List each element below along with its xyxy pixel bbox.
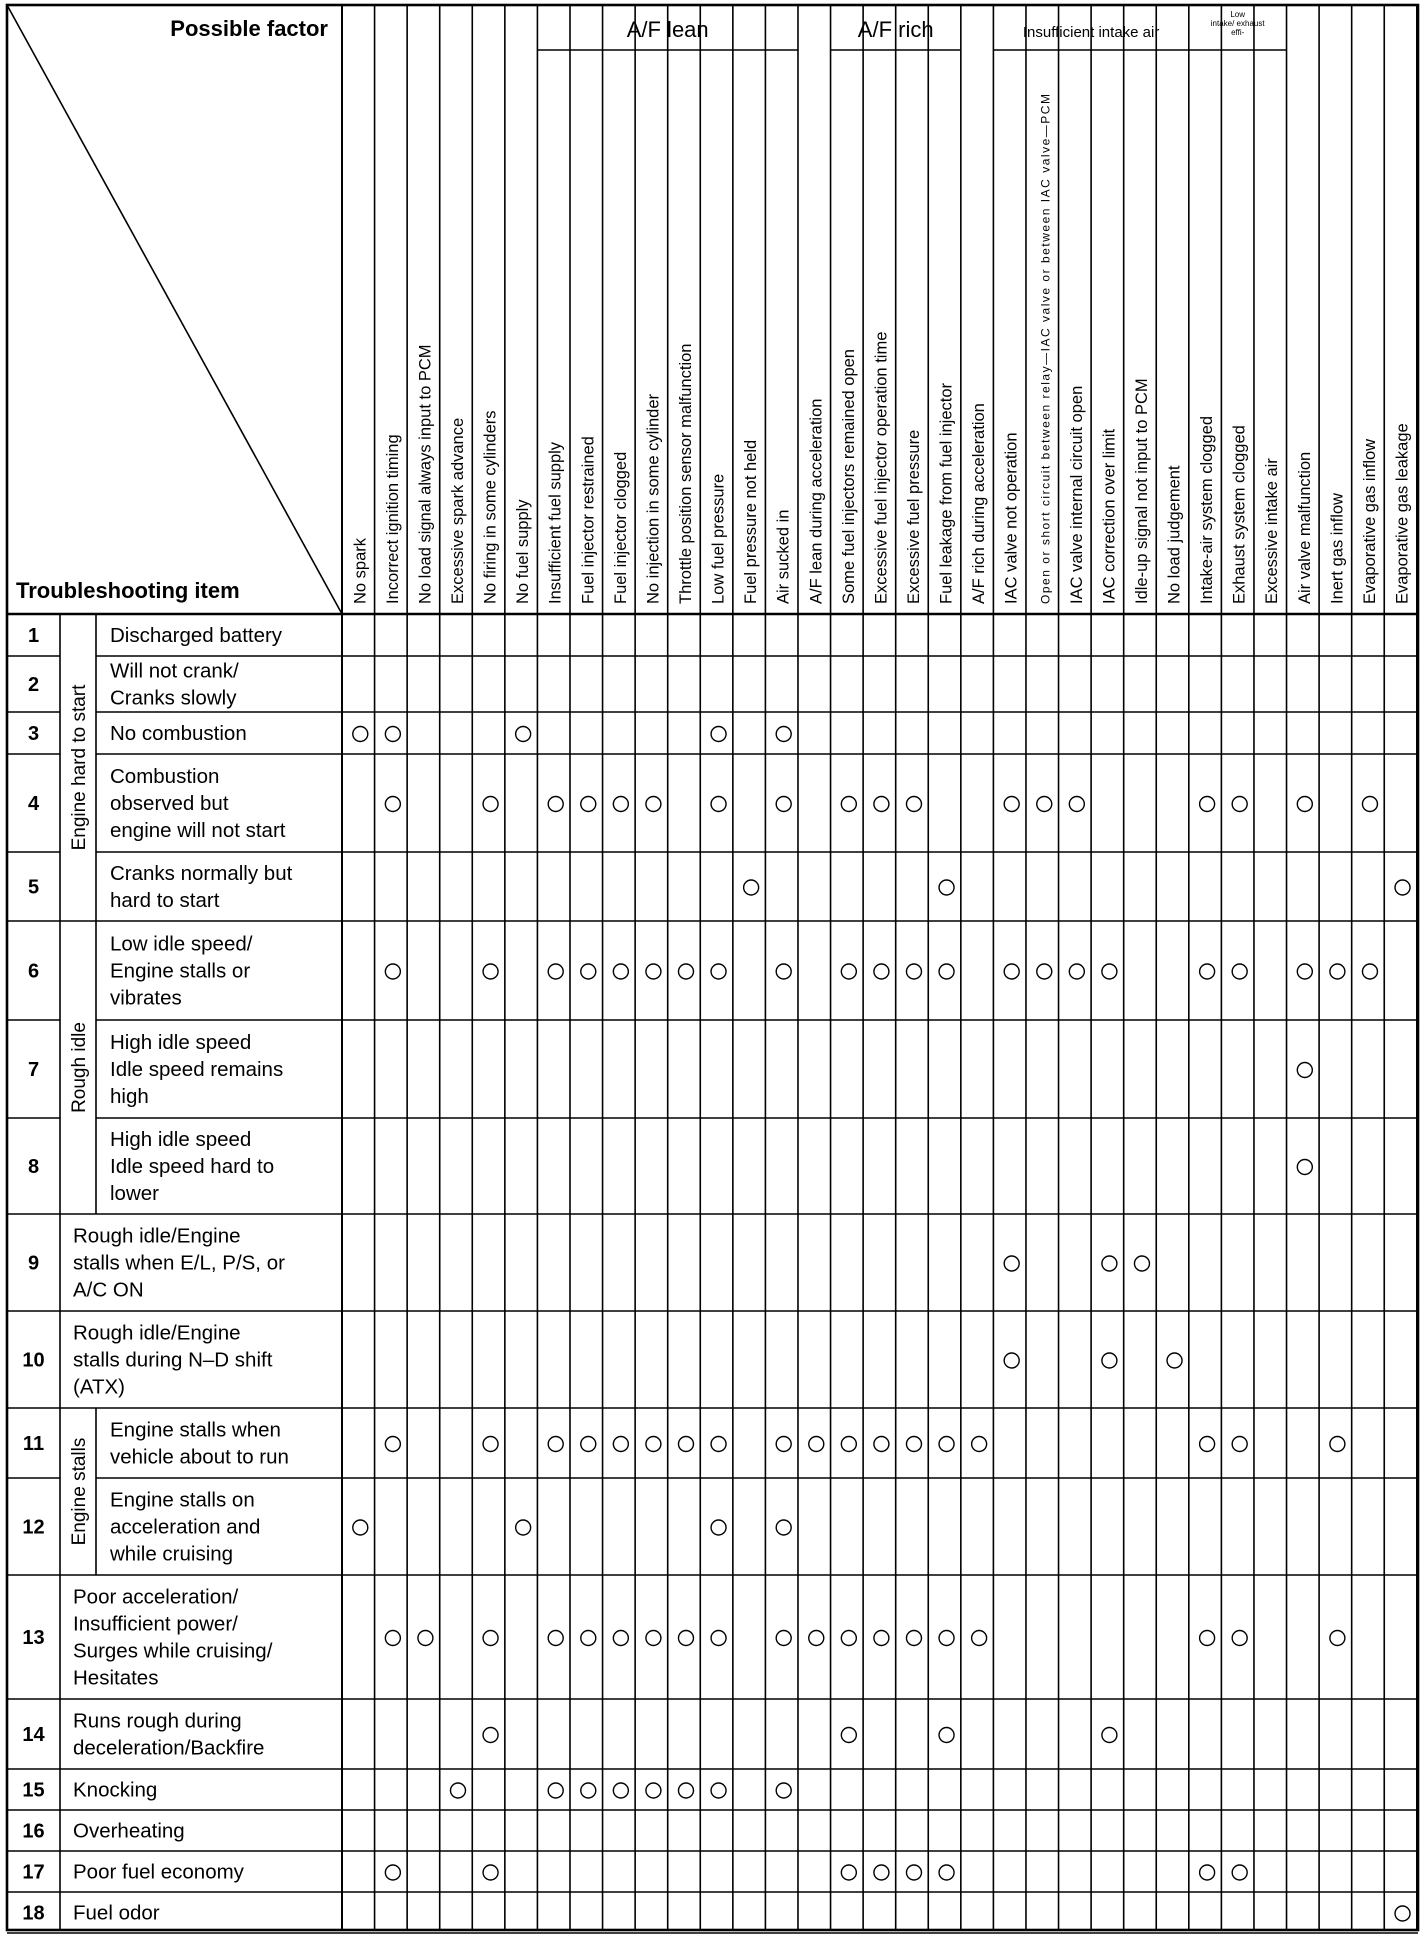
factor-mark [385, 1437, 400, 1452]
factor-mark [776, 964, 791, 979]
factor-mark [385, 964, 400, 979]
factor-mark [1200, 964, 1215, 979]
troubleshooting-item-text: (ATX) [73, 1375, 126, 1399]
row-number: 18 [22, 1902, 45, 1925]
factor-label-9: Fuel injector clogged [611, 451, 630, 604]
factor-mark [516, 727, 531, 742]
troubleshooting-item-text: Overheating [73, 1819, 185, 1843]
troubleshooting-item-text: Rough idle/Engine [73, 1321, 241, 1345]
troubleshooting-item-text: Engine stalls or [110, 959, 251, 983]
factor-label-1: No spark [351, 537, 370, 604]
category-label-engine-stalls: Engine stalls [69, 1437, 90, 1546]
factor-mark [874, 964, 889, 979]
factor-mark [1200, 1865, 1215, 1880]
troubleshooting-item-text: No combustion [110, 722, 247, 745]
factor-mark [809, 1631, 824, 1646]
troubleshooting-item-text: Idle speed remains [110, 1058, 284, 1081]
factor-mark [939, 1865, 954, 1880]
factor-mark [548, 1783, 563, 1798]
factor-mark [841, 1631, 856, 1646]
factor-label-27: Intake-air system clogged [1198, 415, 1217, 604]
factor-mark [1232, 964, 1247, 979]
factor-mark [1297, 964, 1312, 979]
troubleshooting-item-text: while cruising [110, 1542, 234, 1566]
factor-mark [1362, 964, 1377, 979]
row-number: 7 [27, 1059, 40, 1081]
troubleshooting-item-text: deceleration/Backfire [73, 1736, 265, 1760]
troubleshooting-item-text: Low idle speed/ [110, 932, 253, 956]
troubleshooting-item-text: Engine stalls on [110, 1488, 255, 1512]
factor-mark [1102, 964, 1117, 979]
row-number: 10 [22, 1349, 45, 1372]
troubleshooting-item-text: Cranks normally but [110, 862, 293, 885]
factor-mark [776, 1783, 791, 1798]
factor-mark [874, 1631, 889, 1646]
factor-label-13: Fuel pressure not held [742, 439, 761, 604]
category-label-rough-idle: Rough idle [69, 1022, 90, 1113]
factor-mark [581, 1631, 596, 1646]
factor-label-25: Idle-up signal not input to PCM [1132, 378, 1151, 604]
factor-mark [1330, 1631, 1345, 1646]
troubleshooting-item-text: High idle speed [110, 1128, 252, 1151]
factor-label-6: No fuel supply [514, 499, 533, 604]
factor-mark [711, 964, 726, 979]
row-number: 5 [27, 876, 40, 899]
factor-mark [613, 1437, 628, 1452]
factor-mark [353, 1520, 368, 1535]
factor-label-21: IAC valve not operation [1002, 432, 1021, 604]
factor-mark [385, 727, 400, 742]
factor-label-16: Some fuel injectors remained open [839, 349, 858, 604]
factor-mark [939, 1728, 954, 1743]
factor-mark [1004, 1353, 1019, 1368]
row-number: 11 [22, 1433, 45, 1455]
troubleshooting-item-text: High idle speed [110, 1031, 252, 1054]
factor-mark [1004, 1256, 1019, 1271]
factor-mark [548, 797, 563, 812]
factor-mark [646, 964, 661, 979]
factor-mark [1395, 880, 1410, 895]
factor-mark [939, 964, 954, 979]
factor-mark [418, 1631, 433, 1646]
factor-mark [646, 797, 661, 812]
factor-mark [483, 1865, 498, 1880]
factor-mark [1200, 797, 1215, 812]
factor-mark [1200, 1631, 1215, 1646]
factor-mark [841, 797, 856, 812]
factor-mark [1232, 1437, 1247, 1452]
factor-mark [906, 1631, 921, 1646]
factor-label-24: IAC correction over limit [1100, 428, 1119, 604]
troubleshooting-item-text: stalls when E/L, P/S, or [73, 1251, 285, 1275]
row-number: 1 [27, 625, 40, 647]
row-number: 3 [27, 723, 40, 745]
group-header-a-f-lean: A/F lean [626, 17, 709, 42]
factor-label-17: Excessive fuel injector operation time [872, 331, 891, 604]
factor-mark [1069, 797, 1084, 812]
factor-mark [711, 1631, 726, 1646]
troubleshooting-item-text: Knocking [73, 1778, 158, 1802]
factor-mark [906, 1865, 921, 1880]
factor-mark [711, 797, 726, 812]
factor-mark [678, 964, 693, 979]
factor-mark [1037, 797, 1052, 812]
factor-mark [613, 797, 628, 812]
factor-mark [581, 964, 596, 979]
factor-mark [776, 1520, 791, 1535]
factor-label-32: Evaporative gas inflow [1360, 438, 1379, 604]
troubleshooting-item-text: engine will not start [110, 819, 286, 842]
factor-mark [906, 964, 921, 979]
factor-mark [548, 1631, 563, 1646]
factor-mark [939, 880, 954, 895]
group-header-insufficient-intake-air: Insufficient intake air [1022, 24, 1160, 41]
factor-mark [776, 797, 791, 812]
factor-label-12: Low fuel pressure [709, 473, 728, 604]
factor-mark [483, 964, 498, 979]
row-number: 14 [22, 1724, 45, 1746]
row-number: 2 [27, 674, 40, 696]
factor-mark [548, 1437, 563, 1452]
factor-label-4: Excessive spark advance [448, 417, 467, 604]
troubleshooting-item-text: Insufficient power/ [73, 1612, 238, 1636]
factor-mark [711, 1520, 726, 1535]
factor-mark [1167, 1353, 1182, 1368]
factor-mark [711, 1783, 726, 1798]
troubleshooting-item-text: lower [110, 1182, 159, 1205]
factor-label-26: No load judgement [1165, 465, 1184, 604]
factor-mark [841, 1865, 856, 1880]
troubleshooting-item-text: Will not crank/ [110, 659, 239, 683]
troubleshooting-item-text: Idle speed hard to [110, 1155, 275, 1178]
factor-mark [483, 1728, 498, 1743]
factor-label-31: Inert gas inflow [1328, 493, 1347, 604]
troubleshooting-item-text: acceleration and [110, 1515, 261, 1539]
troubleshooting-item-text: Discharged battery [110, 624, 283, 647]
row-number: 12 [22, 1516, 45, 1539]
factor-mark [1330, 964, 1345, 979]
factor-mark [450, 1783, 465, 1798]
factor-mark [385, 1631, 400, 1646]
factor-mark [711, 727, 726, 742]
factor-mark [1004, 797, 1019, 812]
factor-mark [1330, 1437, 1345, 1452]
factor-mark [613, 964, 628, 979]
troubleshooting-item-text: Hesitates [73, 1666, 159, 1690]
factor-mark [581, 1437, 596, 1452]
factor-mark [1069, 964, 1084, 979]
factor-mark [1232, 1631, 1247, 1646]
factor-mark [385, 1865, 400, 1880]
factor-mark [776, 1437, 791, 1452]
factor-mark [809, 1437, 824, 1452]
factor-label-7: Insufficient fuel supply [546, 441, 565, 604]
row-number: 15 [22, 1779, 45, 1802]
factor-mark [548, 964, 563, 979]
factor-label-28: Exhaust system clogged [1230, 425, 1249, 604]
troubleshooting-item-label: Troubleshooting item [16, 578, 240, 603]
factor-mark [581, 797, 596, 812]
factor-mark [1102, 1256, 1117, 1271]
factor-mark [516, 1520, 531, 1535]
factor-mark [1037, 964, 1052, 979]
factor-mark [1102, 1728, 1117, 1743]
factor-label-18: Excessive fuel pressure [904, 429, 923, 604]
factor-label-11: Throttle position sensor malfunction [676, 343, 695, 604]
troubleshooting-item-text: Surges while cruising/ [73, 1639, 273, 1663]
factor-mark [483, 797, 498, 812]
factor-label-2: Incorrect ignition timing [383, 434, 402, 604]
factor-mark [972, 1437, 987, 1452]
corner-diagonal [7, 5, 342, 614]
factor-mark [1297, 1063, 1312, 1078]
factor-mark [353, 727, 368, 742]
factor-mark [1134, 1256, 1149, 1271]
possible-factor-label: Possible factor [170, 16, 328, 41]
factor-mark [678, 1437, 693, 1452]
factor-label-3: No load signal always input to PCM [416, 344, 435, 604]
troubleshooting-item-text: Fuel odor [73, 1901, 160, 1925]
factor-mark [906, 797, 921, 812]
factor-mark [613, 1631, 628, 1646]
troubleshooting-item-text: Combustion [110, 765, 220, 788]
row-number: 9 [27, 1252, 40, 1275]
factor-mark [1200, 1437, 1215, 1452]
factor-label-23: IAC valve internal circuit open [1067, 385, 1086, 604]
troubleshooting-item-text: Poor acceleration/ [73, 1585, 239, 1609]
factor-label-29: Excessive intake air [1263, 458, 1282, 604]
factor-mark [841, 1437, 856, 1452]
troubleshooting-item-text: Poor fuel economy [73, 1860, 244, 1884]
factor-mark [841, 964, 856, 979]
factor-mark [1232, 797, 1247, 812]
factor-mark [483, 1631, 498, 1646]
factor-mark [972, 1631, 987, 1646]
factor-mark [1395, 1906, 1410, 1921]
factor-label-22: Open or short circuit between relay—IAC valve or between IAC valve—PCM [1038, 94, 1053, 604]
factor-mark [385, 797, 400, 812]
troubleshooting-item-text: A/C ON [73, 1278, 144, 1302]
row-number: 13 [22, 1627, 45, 1649]
factor-label-33: Evaporative gas leakage [1393, 423, 1412, 604]
factor-mark [1297, 797, 1312, 812]
troubleshooting-item-text: vibrates [110, 986, 182, 1010]
troubleshooting-item-text: Cranks slowly [110, 686, 237, 710]
group-header-low-intake-exhaust-effi-ciency: Low intake/ exhaust effi- [1210, 10, 1265, 37]
troubleshooting-item-text: Engine stalls when [110, 1418, 281, 1442]
factor-mark [711, 1437, 726, 1452]
factor-mark [776, 727, 791, 742]
factor-mark [613, 1783, 628, 1798]
factor-mark [1297, 1160, 1312, 1175]
category-label-engine-hard-to-start: Engine hard to start [69, 684, 90, 851]
troubleshooting-item-text: high [110, 1085, 149, 1108]
factor-mark [874, 797, 889, 812]
troubleshooting-item-text: observed but [110, 792, 229, 815]
row-number: 16 [22, 1820, 45, 1843]
factor-mark [1232, 1865, 1247, 1880]
factor-label-10: No injection in some cylinder [644, 393, 663, 604]
factor-mark [678, 1631, 693, 1646]
factor-label-15: A/F lean during acceleration [807, 398, 826, 604]
factor-mark [678, 1783, 693, 1798]
factor-label-19: Fuel leakage from fuel injector [937, 382, 956, 604]
factor-mark [939, 1631, 954, 1646]
factor-mark [1362, 797, 1377, 812]
factor-mark [646, 1783, 661, 1798]
troubleshooting-item-text: vehicle about to run [110, 1445, 289, 1469]
troubleshooting-item-text: stalls during N–D shift [73, 1348, 273, 1372]
factor-mark [906, 1437, 921, 1452]
factor-label-20: A/F rich during acceleration [970, 403, 989, 604]
group-header-a-f-rich: A/F rich [857, 17, 934, 42]
row-number: 4 [27, 793, 40, 815]
troubleshooting-item-text: Rough idle/Engine [73, 1224, 241, 1248]
factor-label-30: Air valve malfunction [1295, 451, 1314, 604]
factor-label-5: No firing in some cylinders [481, 410, 500, 604]
factor-mark [646, 1631, 661, 1646]
factor-mark [483, 1437, 498, 1452]
row-number: 6 [27, 960, 40, 983]
factor-mark [841, 1728, 856, 1743]
factor-mark [581, 1783, 596, 1798]
factor-mark [939, 1437, 954, 1452]
factor-mark [1004, 964, 1019, 979]
row-number: 17 [22, 1861, 45, 1884]
factor-mark [1102, 1353, 1117, 1368]
row-number: 8 [27, 1156, 40, 1178]
factor-label-8: Fuel injector restrained [579, 436, 598, 604]
factor-label-14: Air sucked in [774, 509, 793, 604]
troubleshooting-item-text: Runs rough during [73, 1709, 242, 1733]
factor-mark [744, 880, 759, 895]
factor-mark [874, 1865, 889, 1880]
factor-mark [646, 1437, 661, 1452]
factor-mark [874, 1437, 889, 1452]
troubleshooting-item-text: hard to start [110, 889, 220, 912]
factor-mark [776, 1631, 791, 1646]
